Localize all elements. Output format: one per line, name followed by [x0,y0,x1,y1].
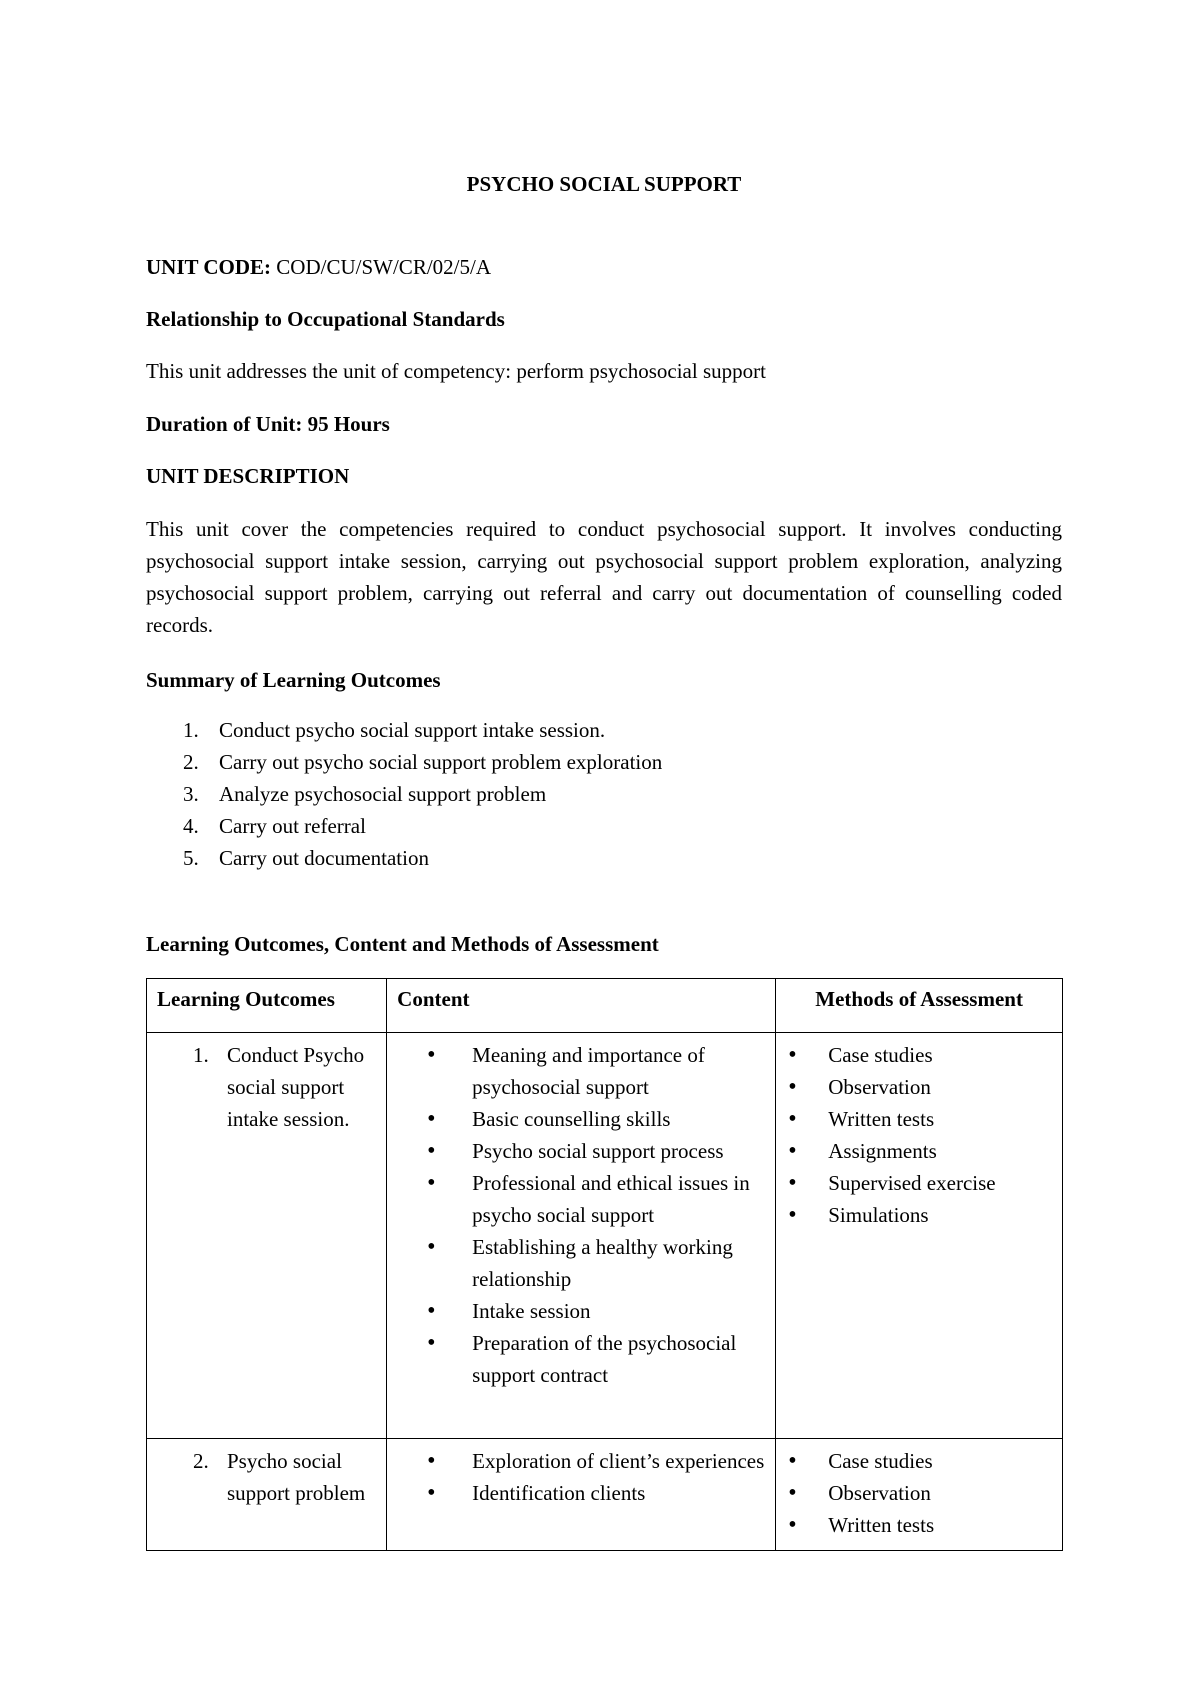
list-item [146,842,662,874]
relationship-heading: Relationship to Occupational Standards [146,307,505,331]
list-item [146,778,662,810]
list-item: • Psycho social support process [427,1135,771,1167]
summary-heading: Summary of Learning Outcomes [146,668,441,692]
unit-code-value: COD/CU/SW/CR/02/5/A [276,255,491,279]
list-item: • Written tests [788,1509,1058,1541]
methods-cell [776,1439,1063,1551]
list-text: Conduct psycho social support intake session. [219,718,606,742]
assessment-table [146,978,1063,1551]
list-item: • Written tests [788,1103,1058,1135]
duration: Duration of Unit: 95 Hours [146,412,390,436]
row-number: 2. [193,1449,209,1473]
list-text: Carry out psycho social support problem exploration [219,750,663,774]
list-item: • Preparation of the psychosocial support contract [427,1327,771,1391]
list-item: • Intake session [427,1295,771,1327]
content-cell [387,1439,776,1551]
list-item [146,810,662,842]
table-row [147,1439,1063,1551]
outcome-cell [147,1439,387,1551]
list-text: Carry out referral [219,814,366,838]
list-number: 2. [183,750,199,774]
list-item: • Identification clients [427,1477,771,1509]
list-item: • Case studies [788,1445,1058,1477]
list-item: • Professional and ethical issues in psycho social support [427,1167,771,1231]
list-item: • Observation [788,1071,1058,1103]
list-item: • Case studies [788,1039,1058,1071]
list-number: 3. [183,782,199,806]
list-number: 5. [183,846,199,870]
list-item: • Basic counselling skills [427,1103,771,1135]
list-item: • Exploration of client’s experiences [427,1445,771,1477]
table-heading: Learning Outcomes, Content and Methods of Assessment [146,932,659,956]
content-cell [387,1033,776,1439]
unit-code [146,251,491,283]
document-title: PSYCHO SOCIAL SUPPORT [466,172,742,196]
list-item: • Meaning and importance of psychosocial support [427,1039,771,1103]
outcome-text: Conduct Psycho social support intake session. [227,1043,365,1131]
methods-cell [776,1033,1063,1439]
outcome-text: Psycho social support problem [227,1449,366,1505]
column-header: Methods of Assessment [776,979,1063,1033]
list-text: Analyze psychosocial support problem [219,782,547,806]
list-item: • Establishing a healthy working relationship [427,1231,771,1295]
description-text: This unit cover the competencies required to conduct psychosocial support. It involves conducting psychosocial support intake session, carrying out psychosocial support problem exploration, analyzing psychosocial support problem, carrying out referral and carry out documentation of counselling coded records. [146,517,1062,637]
column-header: Content [387,979,776,1033]
list-item: • Supervised exercise [788,1167,1058,1199]
table-header-row [147,979,1063,1033]
description-heading: UNIT DESCRIPTION [146,464,350,488]
table-row [147,1033,1063,1439]
list-item: • Simulations [788,1199,1058,1231]
relationship-text: This unit addresses the unit of competency: perform psychosocial support [146,359,766,383]
list-item: • Assignments [788,1135,1058,1167]
list-item: • Observation [788,1477,1058,1509]
list-text: Carry out documentation [219,846,429,870]
list-number: 1. [183,718,199,742]
unit-code-label: UNIT CODE: [146,255,272,279]
list-item [146,746,662,778]
list-item [146,714,662,746]
outcome-cell [147,1033,387,1439]
list-number: 4. [183,814,199,838]
row-number: 1. [193,1043,209,1067]
column-header: Learning Outcomes [147,979,387,1033]
outcomes-list [146,714,662,874]
